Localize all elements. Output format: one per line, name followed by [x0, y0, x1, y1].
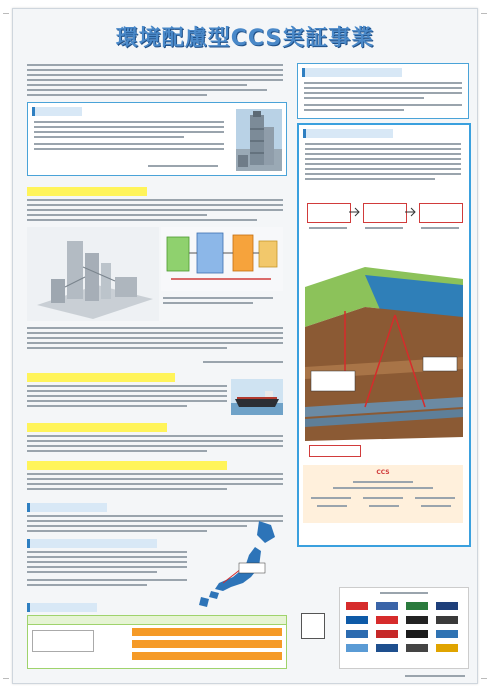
- poster-title: 環境配慮型CCS実証事業: [115, 26, 375, 51]
- schedule-table: [27, 615, 287, 669]
- plant-render: [27, 227, 159, 321]
- stamp-box: [301, 613, 325, 639]
- process-diagram: [161, 227, 283, 291]
- arrow-right-icon: [405, 207, 419, 217]
- flow-step-transport: [363, 203, 407, 223]
- ccs-label: CCS: [376, 469, 390, 476]
- right-top-box: [297, 63, 469, 119]
- section-header-yellow: [27, 373, 175, 382]
- partner-logos: [339, 587, 469, 669]
- arrow-right-icon: [349, 207, 363, 217]
- section-header: [27, 503, 107, 512]
- section-header: [302, 68, 402, 77]
- section-header-yellow: [27, 461, 227, 470]
- section-header: [303, 129, 393, 138]
- legend-box: [309, 445, 361, 457]
- section-header: [27, 539, 157, 548]
- crop-mark: [3, 7, 9, 14]
- japan-map: [189, 517, 285, 609]
- footer-text: [405, 675, 465, 677]
- crop-mark: [481, 7, 487, 14]
- flow-step-storage: [419, 203, 463, 223]
- ship-photo: [231, 379, 283, 415]
- crop-mark: [3, 678, 9, 685]
- tower-photo: [236, 109, 282, 171]
- ccs-overview-box: [297, 123, 471, 547]
- poster: [12, 8, 478, 684]
- crop-mark: [481, 678, 487, 685]
- geology-cross-section: [305, 257, 463, 441]
- section-header: [32, 107, 82, 116]
- background-box: [27, 102, 287, 176]
- section-header-yellow: [27, 423, 167, 432]
- flow-step-capture: [307, 203, 351, 223]
- ccs-definition: [303, 465, 463, 523]
- section-header: [27, 603, 97, 612]
- section-header-yellow: [27, 187, 147, 196]
